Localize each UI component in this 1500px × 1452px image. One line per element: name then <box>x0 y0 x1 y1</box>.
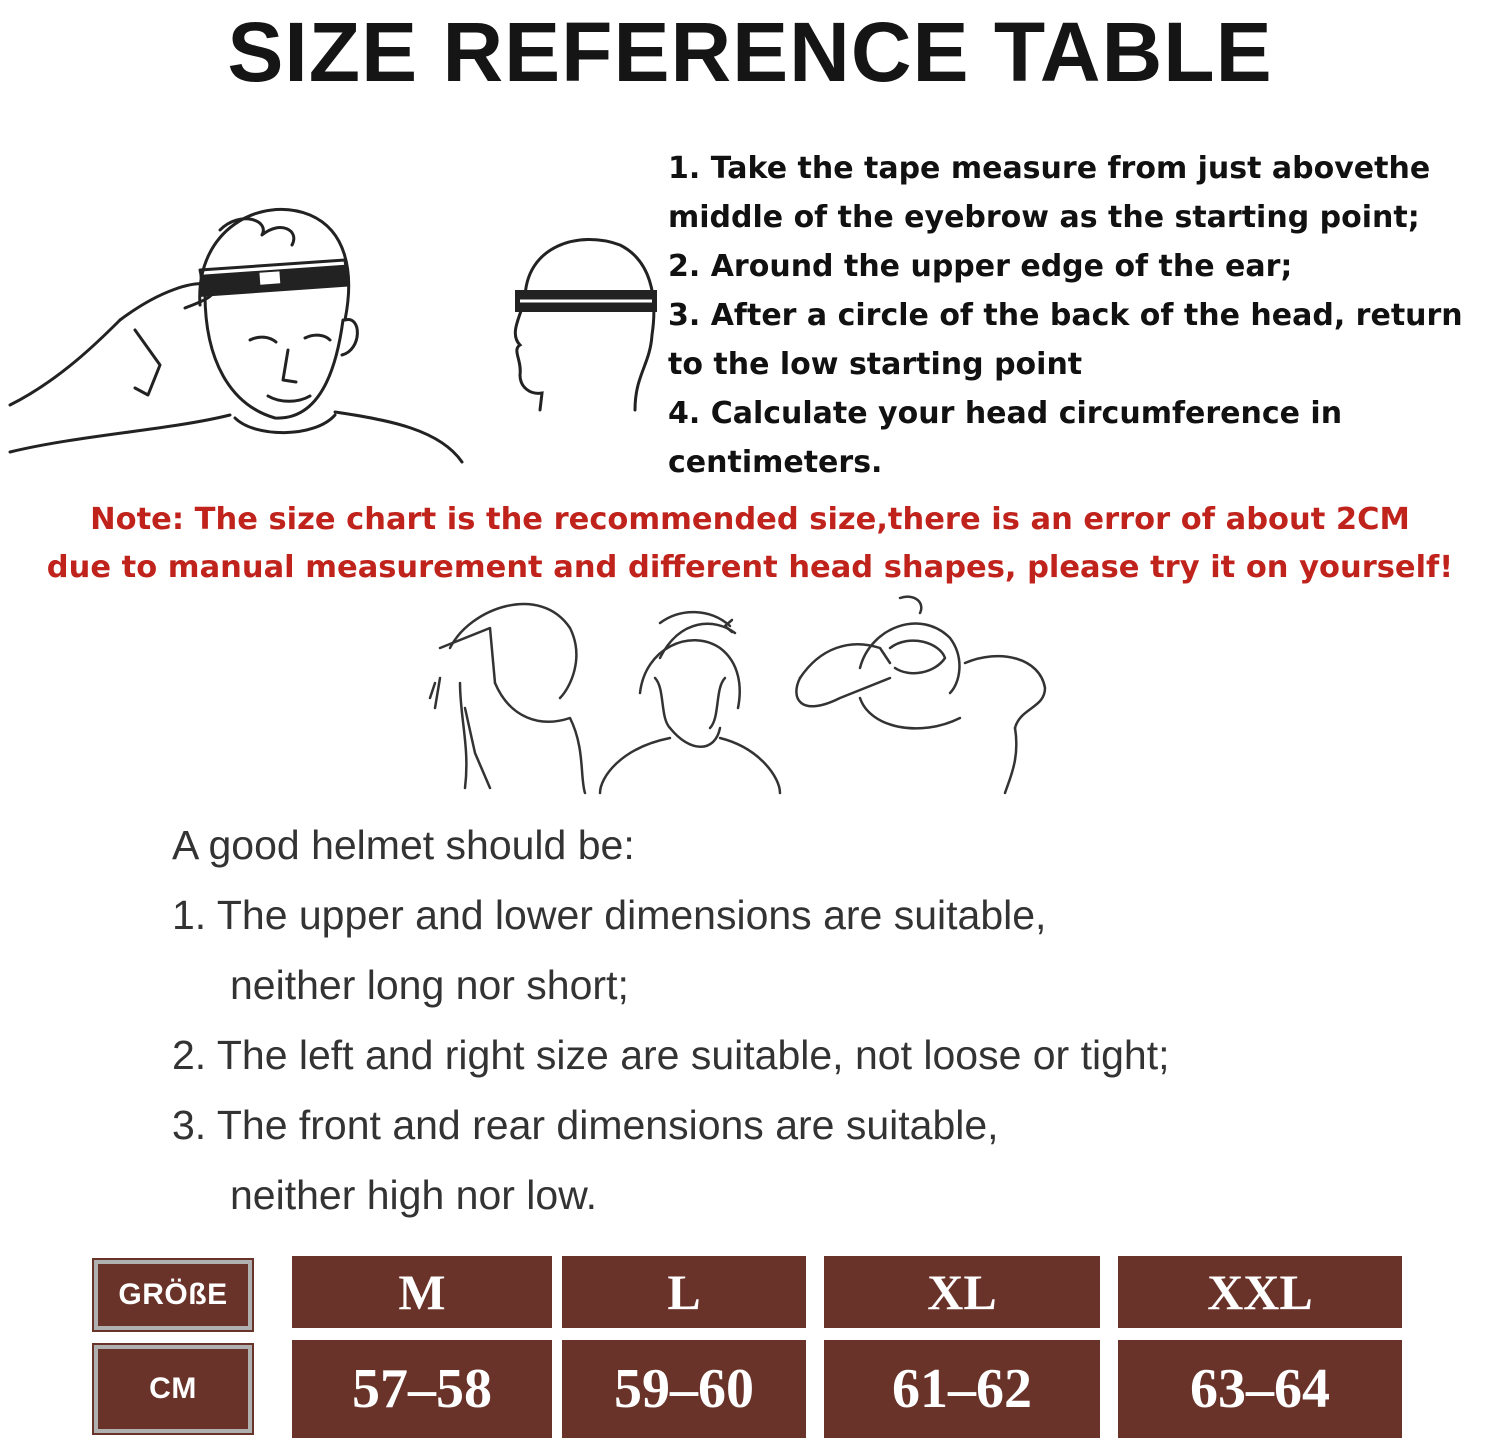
size-cell-xl: XL <box>824 1256 1100 1328</box>
size-cell-m: M <box>292 1256 552 1328</box>
step-line: to the low starting point <box>668 347 1083 382</box>
size-label-cell: GRÖßE <box>94 1260 252 1330</box>
good-helmet-heading: A good helmet should be: <box>172 822 635 868</box>
step-line: centimeters. <box>668 445 883 480</box>
step-line: middle of the eyebrow as the starting point; <box>668 200 1420 235</box>
size-note <box>0 496 1500 592</box>
step-line: 3. After a circle of the back of the head, return <box>668 298 1463 333</box>
helmet-fitting-illustration <box>420 588 1060 798</box>
good-helmet-line: 1. The upper and lower dimensions are suitable, <box>172 892 1047 938</box>
measuring-steps <box>668 144 1498 487</box>
cm-cell-xl: 61–62 <box>824 1340 1100 1438</box>
size-cell-l: L <box>562 1256 806 1328</box>
cm-label-cell: CM <box>94 1345 252 1433</box>
note-line: Note: The size chart is the recommended size,there is an error of about 2CM <box>90 502 1410 537</box>
step-line: 1. Take the tape measure from just abovethe <box>668 151 1431 186</box>
step-line: 2. Around the upper edge of the ear; <box>668 249 1293 284</box>
good-helmet-line: 3. The front and rear dimensions are suitable, <box>172 1102 999 1148</box>
good-helmet-line: 2. The left and right size are suitable, not loose or tight; <box>172 1032 1170 1078</box>
person-measuring-illustration <box>0 190 480 475</box>
size-cell-xxl: XXL <box>1118 1256 1402 1328</box>
cm-cell-l: 59–60 <box>562 1340 806 1438</box>
page-title: SIZE REFERENCE TABLE <box>227 5 1273 99</box>
step-line: 4. Calculate your head circumference in <box>668 396 1343 431</box>
good-helmet-line: neither high nor low. <box>230 1172 597 1218</box>
cm-cell-m: 57–58 <box>292 1340 552 1438</box>
good-helmet-section <box>172 810 1422 1230</box>
good-helmet-line: neither long nor short; <box>230 962 629 1008</box>
head-profile-illustration <box>500 225 670 425</box>
note-line: due to manual measurement and different head shapes, please try it on yourself! <box>46 550 1454 585</box>
cm-cell-xxl: 63–64 <box>1118 1340 1402 1438</box>
